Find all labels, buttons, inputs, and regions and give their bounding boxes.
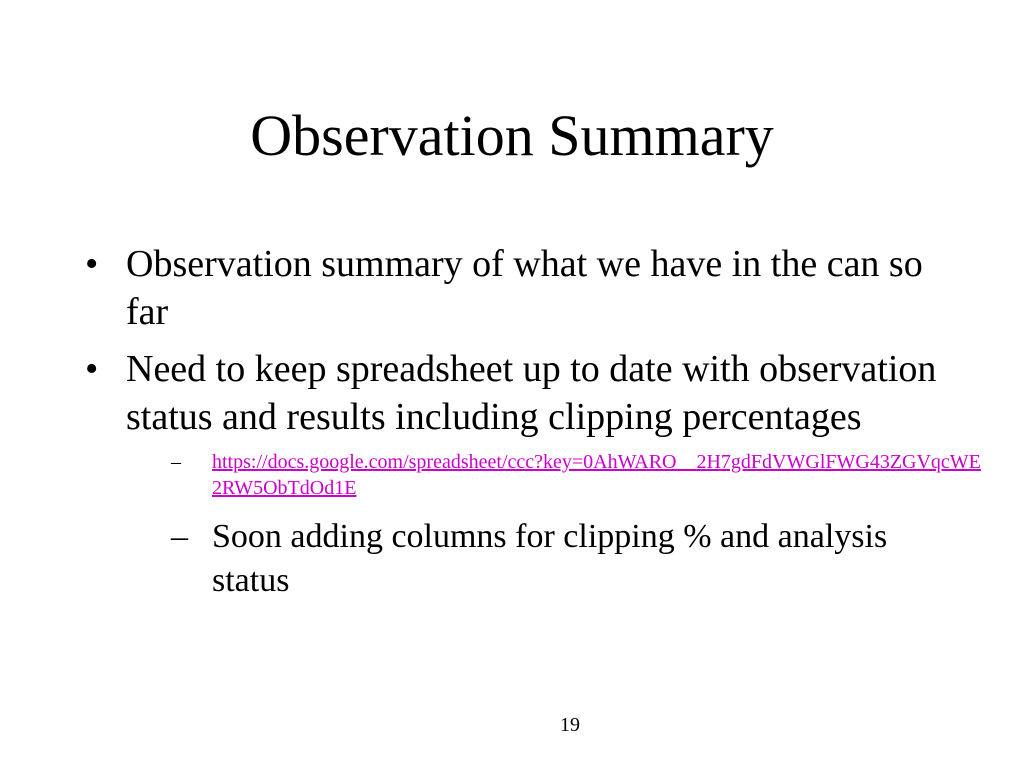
spreadsheet-link[interactable]: https://docs.google.com/spreadsheet/ccc?key=0AhWARO__2H7gdFdVWGlFWG43ZGVqcWE2RW5ObTdOd1E xyxy=(212,451,981,499)
sub-bullet-marker: – xyxy=(171,518,188,555)
sub-bullet-clipping-columns xyxy=(126,515,965,603)
bullet-text: Observation summary of what we have in the can so far xyxy=(126,243,923,333)
bullet-item-spreadsheet xyxy=(85,345,981,603)
bullet-list xyxy=(85,240,981,612)
slide-title: Observation Summary xyxy=(250,103,774,168)
bullet-marker: • xyxy=(85,243,99,285)
bullet-marker: • xyxy=(85,348,99,390)
bullet-item-observation-summary xyxy=(85,240,965,336)
bullet-text: Need to keep spreadsheet up to date with observation status and results including clipping percentages xyxy=(126,348,937,438)
page-number: 19 xyxy=(560,714,580,736)
sub-bullet-marker: – xyxy=(171,451,181,473)
sub-bullet-spreadsheet-link xyxy=(126,449,981,501)
sub-bullet-text: Soon adding columns for clipping % and analysis status xyxy=(212,518,888,599)
